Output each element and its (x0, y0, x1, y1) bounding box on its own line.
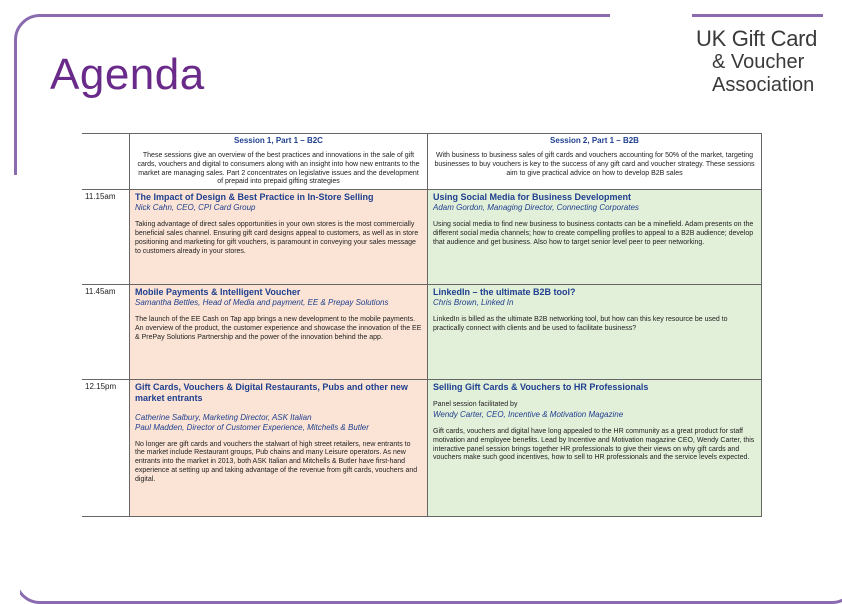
frame-gap-left (0, 175, 20, 595)
speaker-name-2: Paul Madden, Director of Customer Experience, Mitchells & Butler (135, 422, 369, 432)
b2c-session-title: Session 1, Part 1 – B2C (234, 136, 323, 145)
table-row (82, 285, 762, 380)
table-row (82, 190, 762, 285)
b2b-session-title: Session 2, Part 1 – B2B (550, 136, 639, 145)
speaker-name: Catherine Salbury, Marketing Director, ASK Italian (135, 412, 312, 422)
table-row (82, 380, 762, 517)
logo-line-1: UK Gift Card (696, 26, 818, 51)
ukgcva-logo (696, 26, 826, 97)
speaker-name: Nick Cahn, CEO, CPI Card Group (135, 203, 256, 213)
logo-line-2: & Voucher (712, 51, 805, 73)
session-title: Mobile Payments & Intelligent Voucher (135, 287, 301, 297)
time-cell: 11.45am (85, 287, 116, 296)
session-description: LinkedIn is billed as the ultimate B2B networking tool, but how can this key resource be used to practically connect with clients and be used to facilitate business? (433, 316, 728, 332)
session-title: LinkedIn – the ultimate B2B tool? (433, 287, 576, 297)
session-description: Taking advantage of direct sales opportunities in your own stores is the most commercially beneficial sales channel. Ensuring gift card designs appeal to customers, as well as in store positioning and marketing for gift vouchers, is paramount in conveying your sales message to customers already in your stores. (135, 221, 419, 255)
b2c-session-cell (129, 285, 427, 379)
b2c-session-cell (129, 380, 427, 516)
session-title: Using Social Media for Business Development (433, 192, 632, 202)
speaker-name: Chris Brown, Linked In (433, 298, 514, 308)
table-header-row (82, 133, 762, 190)
speaker-name: Samantha Bettles, Head of Media and payment, EE & Prepay Solutions (135, 298, 389, 308)
session-description: Gift cards, vouchers and digital have long appealed to the HR community as a great product for staff motivation and employee benefits. Lead by Incentive and Motivation magazine CEO, Wendy Carter, this interactive panel session brings together HR professionals to give their views on why gift cards and vouchers make such good incentives, how to sell to HR professionals and the service levels expected. (433, 428, 755, 462)
b2c-header-cell (129, 134, 427, 189)
speaker-name: Adam Gordon, Managing Director, Connecting Corporates (433, 203, 639, 213)
time-cell: 11.15am (85, 192, 116, 201)
session-title: Gift Cards, Vouchers & Digital Restaurants, Pubs and other new market entrants (135, 382, 408, 404)
agenda-table (82, 133, 762, 517)
facilitated-label: Panel session facilitated by (433, 401, 518, 409)
b2b-intro-text: With business to business sales of gift cards and vouchers accounting for 50% of the market, targeting businesses to buy vouchers is key to the success of any gift card and voucher strategy. These sessions aim to give practical advice on how to develop B2B sales (434, 152, 755, 177)
b2b-header-cell (427, 134, 762, 189)
time-cell-empty (82, 134, 129, 189)
b2b-session-cell (427, 190, 762, 284)
time-cell: 12.15pm (85, 382, 117, 391)
session-description: The launch of the EE Cash on Tap app brings a new development to the mobile payments. An overview of the product, the customer experience and showcase the innovation of the EE & PrePay Solutions Partnership and the power of the innovation behind the app. (135, 316, 422, 341)
b2c-session-cell (129, 190, 427, 284)
page-title: Agenda (50, 50, 205, 99)
session-description: Using social media to find new business to business contacts can be a minefield. Adam presents on the different social media channels; how to create compelling profiles to appeal to a B2B audience; develop that audience and get business. Also how to target senior level peer to peer networking. (433, 221, 754, 246)
session-description: No longer are gift cards and vouchers the stalwart of high street retailers, new entrants to the market include Restaurant groups, Pub chains and many Leisure operators. As new entrants into the market in 2013, both ASK Italian and Mitchells & Butler have first-hand experience at setting up and taking advantage of the revenue from gift cards, vouchers and digital. (135, 440, 418, 483)
logo-line-3: Association (712, 74, 815, 96)
frame-gap-top (610, 0, 692, 22)
b2b-session-cell (427, 380, 762, 516)
session-title: The Impact of Design & Best Practice in In-Store Selling (135, 192, 374, 202)
b2c-intro-text: These sessions give an overview of the best practices and innovations in the sale of gift cards, vouchers and digital to consumers along with an insight into how new entrants to the market are managing sales. Part 2 concentrates on legislative issues and the development of prepaid into prepaid gifting strategies (137, 152, 420, 186)
b2b-session-cell (427, 285, 762, 379)
session-title: Selling Gift Cards & Vouchers to HR Professionals (433, 382, 649, 392)
speaker-name: Wendy Carter, CEO, Incentive & Motivation Magazine (433, 410, 624, 419)
